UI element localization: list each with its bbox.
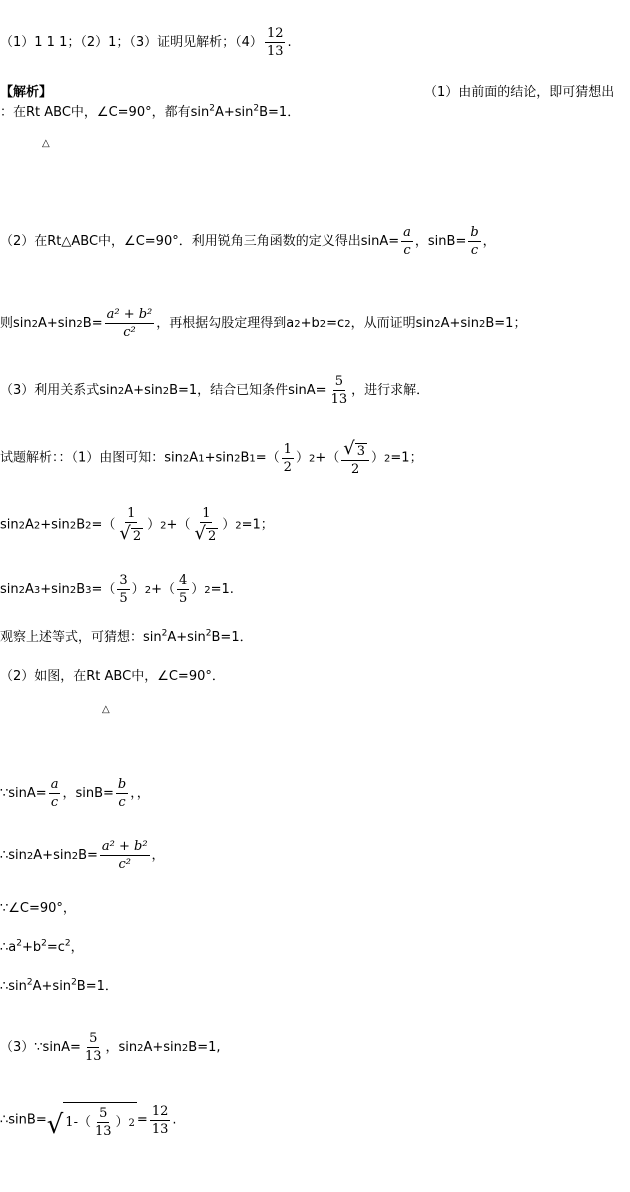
solution-p3	[0, 1032, 221, 1063]
t: B=1,	[188, 1040, 221, 1055]
frac-num: 3	[119, 573, 128, 588]
sqrt	[194, 525, 218, 543]
frac-den: 13	[84, 1049, 102, 1064]
frac-den	[192, 523, 220, 543]
fraction-1-sqrt2	[192, 507, 220, 543]
radicand	[63, 1102, 137, 1138]
frac-den: c²	[123, 325, 136, 340]
t: ∴sinB=	[0, 1112, 47, 1128]
analysis-line1-a: ：在Rt ABC中，∠C=90°，都有sin	[0, 105, 210, 120]
fraction-sqrt3-2	[341, 440, 369, 476]
t: +sin	[40, 582, 70, 597]
solution-s1	[0, 440, 423, 476]
t: 3	[33, 585, 41, 596]
t: =c	[46, 940, 65, 955]
fraction-1-2	[282, 443, 294, 474]
t: 2	[137, 1043, 144, 1054]
solution-p2: （2）如图，在Rt ABC中，∠C=90°．	[0, 669, 225, 684]
t: =（	[255, 450, 280, 466]
t: +b	[300, 316, 320, 331]
therefore-line-3	[0, 977, 118, 994]
t: ，从而证明sin	[350, 316, 435, 331]
therefore-line-1	[0, 840, 165, 871]
t: 2	[182, 453, 190, 465]
solution-s2	[0, 507, 274, 543]
t: 2	[117, 386, 125, 397]
sup: 2	[161, 628, 168, 639]
t: 1	[198, 453, 205, 465]
t: 2	[319, 319, 327, 330]
frac-den: c	[118, 795, 126, 810]
frac-num: 5	[334, 374, 343, 389]
fraction-5-13	[329, 375, 350, 406]
fraction-a-over-c	[401, 226, 413, 257]
t: 2	[18, 520, 25, 532]
t: 2	[31, 319, 38, 330]
t: .	[172, 1112, 177, 1128]
t: 观察上述等式，可猜想：sin	[0, 630, 162, 645]
frac-num: a	[50, 777, 59, 792]
t: 2	[344, 319, 351, 330]
t: ∴a	[0, 940, 17, 955]
therefore-line-2	[0, 938, 84, 955]
t: A+sin	[38, 316, 77, 331]
t: =1；	[390, 450, 423, 466]
fraction-5-13	[93, 1107, 114, 1138]
answer-fraction	[265, 27, 286, 58]
fraction-3-5	[117, 574, 129, 605]
t: 2	[234, 453, 241, 465]
t: A	[25, 517, 34, 533]
frac-den: 2	[350, 462, 360, 477]
radical-sign: √	[46, 1110, 64, 1140]
analysis-line1	[0, 103, 301, 120]
t: 1	[249, 453, 256, 465]
t: B=	[78, 848, 98, 863]
t: A	[25, 582, 34, 597]
frac-num: 1	[127, 506, 136, 521]
t: （3）利用关系式sin	[0, 383, 118, 398]
t: =c	[326, 316, 345, 331]
t: 2	[294, 319, 301, 330]
t: 2	[308, 453, 316, 465]
t: =1.	[210, 582, 234, 597]
t: 2	[76, 319, 83, 330]
frac-num: a	[403, 225, 411, 240]
frac-den: c	[470, 243, 479, 258]
t: ）	[295, 450, 309, 466]
t: +b	[21, 940, 42, 955]
frac-den: c	[403, 243, 411, 258]
t: B	[240, 450, 250, 466]
fraction-1-sqrt2	[117, 507, 145, 543]
t: ）	[147, 517, 161, 533]
observation-line	[0, 628, 253, 645]
t: 3	[85, 585, 92, 596]
t: 2	[33, 520, 41, 532]
frac-num: 4	[178, 573, 188, 588]
t: 试题解析：：（1）由图可知：sin	[0, 450, 183, 466]
sup: 2	[205, 628, 212, 639]
analysis-line1-c: B=1．	[259, 105, 301, 120]
t: +sin	[40, 517, 70, 533]
t: 2	[384, 453, 391, 465]
fraction-12-13	[150, 1105, 171, 1136]
frac-den: c	[50, 795, 59, 810]
t: =（	[91, 582, 116, 597]
frac-den: 5	[119, 591, 128, 606]
t: ∵sinA=	[0, 786, 47, 801]
frac-num: 1	[283, 441, 292, 457]
frac-num: 12	[151, 1103, 169, 1119]
fraction-a2b2-over-c2	[100, 840, 150, 871]
t: B=	[82, 316, 103, 331]
because-line-2: ∵∠C=90°，	[0, 901, 76, 916]
t: A	[189, 450, 199, 466]
frac-den: 13	[330, 392, 348, 407]
t: （3）∵sinA=	[0, 1040, 81, 1055]
analysis-line1-b: A+sin	[214, 105, 254, 120]
sup: 2	[41, 938, 47, 949]
t: ∴sin	[0, 979, 27, 994]
t: 2	[478, 319, 486, 330]
t: 2	[434, 319, 441, 330]
t: sin	[0, 582, 19, 597]
analysis-p4	[0, 375, 429, 406]
analysis-p2	[0, 226, 496, 257]
radicand: 2	[132, 529, 142, 544]
t: ∴sin	[0, 848, 27, 863]
radical-sign: √	[194, 523, 206, 544]
t: 1-（	[65, 1115, 91, 1130]
t: A+sin	[32, 979, 72, 994]
sup: 2	[26, 977, 33, 988]
frac-den	[117, 523, 145, 543]
final-line	[0, 1102, 177, 1138]
frac-den: 2	[283, 459, 292, 475]
frac-num: a² + b²	[101, 839, 148, 854]
triangle-symbol: △	[102, 704, 110, 715]
t: ，sin	[105, 1040, 138, 1055]
sup: 2	[253, 103, 260, 114]
frac-num: 1	[202, 506, 211, 521]
answer-denominator: 13	[266, 44, 284, 59]
t: ，sinB=	[62, 786, 114, 801]
fraction-4-5	[177, 574, 189, 605]
t: +（	[315, 450, 340, 466]
solution-s3	[0, 574, 234, 605]
t: 2	[181, 1043, 189, 1054]
frac-num: b	[117, 777, 127, 792]
frac-num	[341, 440, 369, 461]
sup: 2	[209, 103, 215, 114]
sup: 2	[64, 938, 71, 949]
frac-den: 5	[178, 591, 188, 606]
t: +（	[151, 582, 175, 597]
analysis-p2-b: ，sinB=	[414, 234, 467, 249]
t: 2	[160, 520, 167, 532]
frac-den: 13	[94, 1124, 112, 1139]
answer-line	[0, 27, 292, 58]
analysis-p2-a: （2）在Rt△ABC中，∠C=90°．利用锐角三角函数的定义得出sinA=	[0, 234, 400, 249]
analysis-header: 【解析】	[0, 85, 53, 100]
radical-sign: √	[119, 523, 131, 544]
t: ）	[115, 1115, 129, 1130]
fraction-a2b2-over-c2	[105, 308, 155, 339]
t: 2	[204, 585, 211, 596]
t: ，进行求解．	[351, 383, 430, 398]
t: 2	[162, 386, 170, 397]
t: =1；	[241, 517, 274, 533]
t: 则sin	[0, 316, 32, 331]
answer-period: .	[287, 35, 292, 50]
frac-den: 13	[151, 1121, 169, 1137]
t: B=1；	[485, 316, 527, 331]
frac-num: 5	[89, 1031, 98, 1046]
frac-num: b	[470, 225, 479, 240]
t: B	[76, 582, 86, 597]
t: ）	[222, 517, 236, 533]
t: 2	[69, 520, 77, 532]
analysis-p2-c: ，	[482, 234, 496, 249]
t: 2	[71, 851, 79, 862]
sqrt-expression	[47, 1102, 137, 1138]
t: sin	[0, 517, 19, 533]
t: 2	[26, 851, 34, 862]
t: 2	[144, 585, 152, 596]
t: A+sin	[143, 1040, 182, 1055]
t: ，再根据勾股定理得到a	[156, 316, 295, 331]
triangle-symbol: △	[42, 138, 50, 149]
radicand: 2	[207, 529, 217, 544]
answer-numerator: 12	[266, 26, 284, 41]
sqrt	[119, 525, 143, 543]
t: ）	[191, 582, 205, 597]
fraction-b-over-c	[116, 778, 128, 809]
t: B=1，结合已知条件sinA=	[169, 383, 327, 398]
radical-sign: √	[343, 438, 355, 459]
t: +sin	[204, 450, 235, 466]
fraction-b-over-c	[468, 226, 480, 257]
radicand: 3	[356, 444, 366, 459]
because-line-1	[0, 778, 150, 809]
t: ，，	[130, 786, 150, 801]
frac-den: c²	[118, 857, 131, 872]
t: +（	[166, 517, 191, 533]
t: B=1．	[211, 630, 253, 645]
t: A+sin	[167, 630, 206, 645]
fraction-a-over-c	[49, 778, 61, 809]
analysis-p3	[0, 308, 526, 339]
frac-num: a² + b²	[106, 307, 153, 322]
sup: 2	[71, 977, 77, 988]
t: ，	[70, 940, 84, 955]
t: 2	[85, 520, 92, 532]
t: A+sin	[124, 383, 163, 398]
frac-num: 5	[99, 1106, 108, 1121]
t: A+sin	[440, 316, 479, 331]
t: 2	[235, 520, 242, 532]
fraction-5-13	[83, 1032, 104, 1063]
t: B=1．	[76, 979, 118, 994]
t: 2	[18, 585, 25, 596]
t: =（	[91, 517, 116, 533]
t: ）	[371, 450, 385, 466]
t: 2	[69, 585, 77, 596]
t: 2	[128, 1118, 135, 1129]
t: B	[76, 517, 86, 533]
analysis-header-right: （1）由前面的结论，即可猜想出	[424, 85, 615, 100]
sup: 2	[16, 938, 22, 949]
sqrt	[343, 440, 367, 458]
t: ，	[151, 848, 165, 863]
answer-text: （1）1 1 1；（2）1；（3）证明见解析；（4）	[0, 35, 263, 50]
t: A+sin	[33, 848, 72, 863]
t: ）	[131, 582, 145, 597]
t: =	[136, 1112, 148, 1128]
